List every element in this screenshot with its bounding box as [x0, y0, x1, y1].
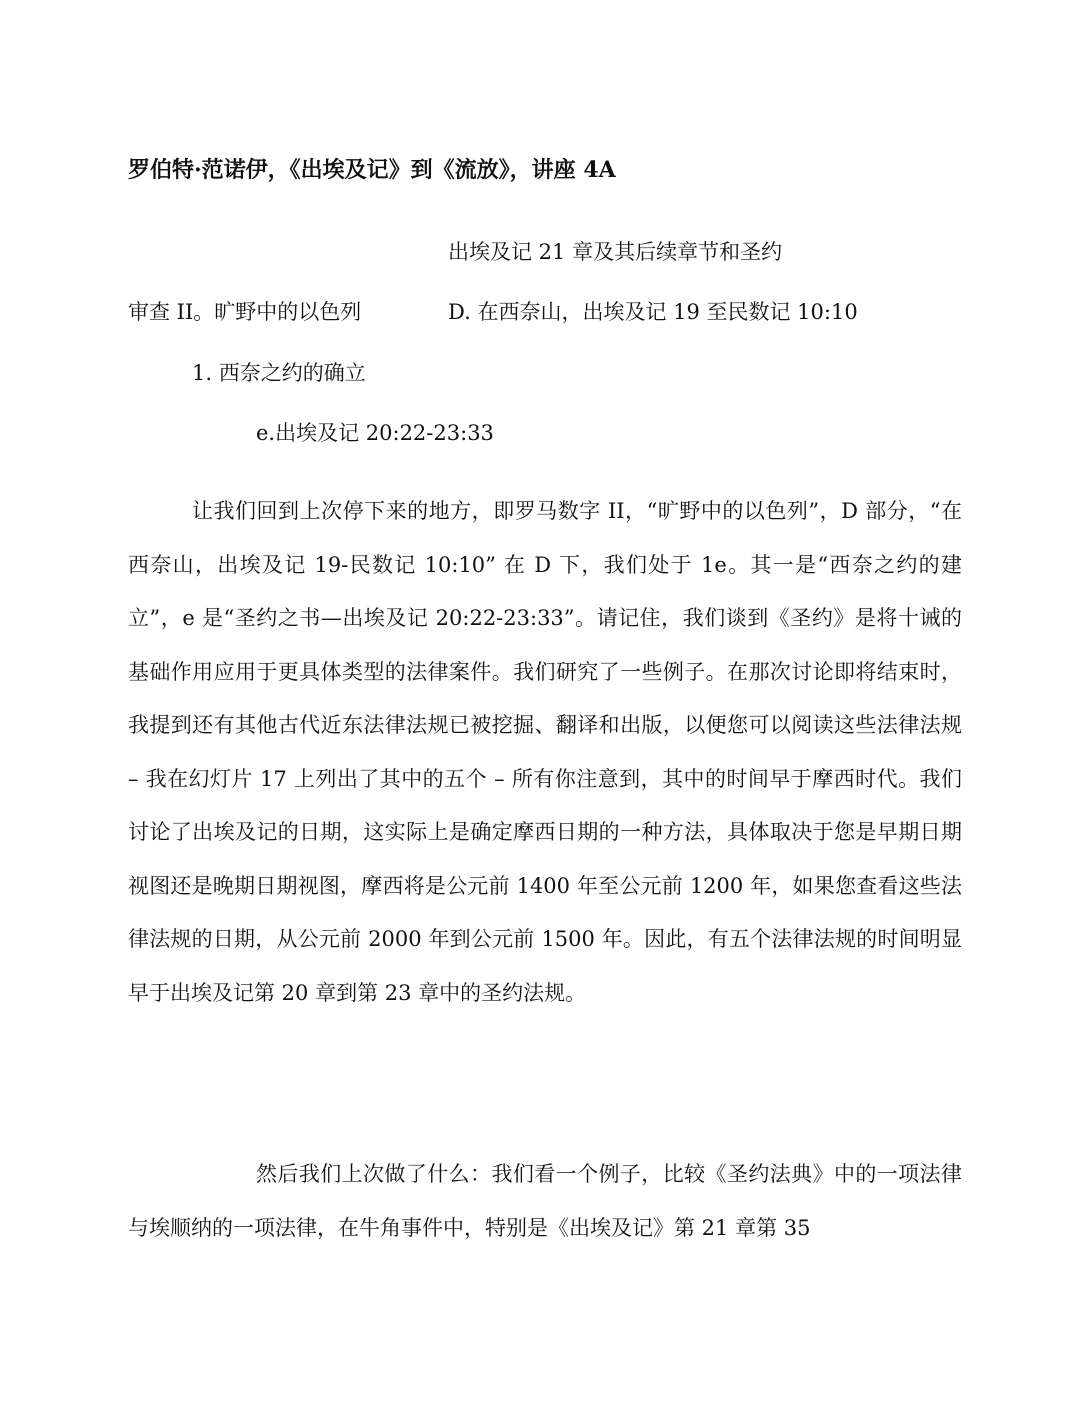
document-title: 罗伯特·范诺伊，《出埃及记》到《流放》，讲座 4A [128, 157, 616, 183]
body-paragraph: 让我们回到上次停下来的地方，即罗马数字 II，“旷野中的以色列”，D 部分，“在西奈山，出埃及记 19-民数记 10:10” 在 D 下，我们处于 1e。其一是“西奈之约的建立”，e 是“圣约之书—出埃及记 20:22-23:33”。请记住，我们谈到《圣约》是将十诫的基础作用应用于更具体类型的法律案件。我们研究了一些例子。在那次讨论即将结束时，我提到还有其他古代近东法律法规已被挖掘、翻译和出版，以便您可以阅读这些法律法规 – 我在幻灯片 17 上列出了其中的五个 – 所有你注意到，其中的时间早于摩西时代。我们讨论了出埃及记的日期，这实际上是确定摩西日期的一种方法，具体取决于您是早期日期视图还是晚期日期视图，摩西将是公元前 1400 年至公元前 1200 年，如果您查看这些法律法规的日期，从公元前 2000 年到公元前 1500 年。因此，有五个法律法规的时间明显早于出埃及记第 20 章到第 23 章中的圣约法规。 [128, 499, 962, 1005]
outline-review: 审查 II。旷野中的以色列 [128, 300, 362, 324]
body-paragraph: 然后我们上次做了什么：我们看一个例子，比较《圣约法典》中的一项法律与埃顺纳的一项法律，在牛角事件中，特别是《出埃及记》第 21 章第 35 [128, 1162, 962, 1240]
outline-item-e: e.出埃及记 20:22-23:33 [256, 421, 494, 445]
outline-item-1: 1. 西奈之约的确立 [192, 361, 366, 385]
document-subtitle: 出埃及记 21 章及其后续章节和圣约 [448, 240, 783, 264]
outline-section-d: D. 在西奈山，出埃及记 19 至民数记 10:10 [448, 300, 858, 324]
